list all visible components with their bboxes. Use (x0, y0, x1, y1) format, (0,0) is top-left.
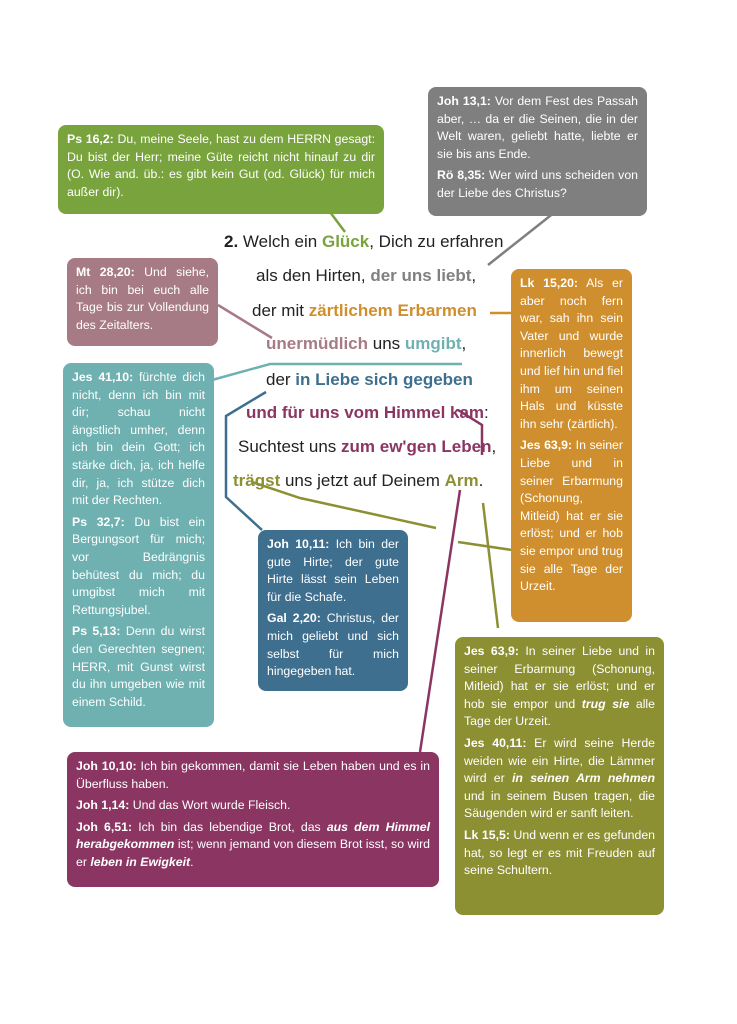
lk15-box (511, 269, 632, 622)
gal2-paragraph (267, 610, 399, 680)
poem-traegst: trägst (233, 471, 281, 490)
jes40-text-b: und in seinem Busen tragen, die Säugenden wird er sanft leiten. (464, 788, 655, 821)
poem-l7-a: Suchtest uns (238, 437, 342, 456)
poem-l2-a: als den Hirten, (256, 266, 371, 285)
connector-jes63-bottom (458, 542, 512, 550)
poem-line-5 (266, 370, 473, 390)
ps16-box (58, 125, 384, 214)
jes40-paragraph (464, 735, 655, 823)
lk15-5-ref: Lk 15,5: (464, 827, 510, 842)
poem-line-4 (266, 334, 466, 354)
joh10-10-box (67, 752, 439, 887)
mt28-ref: Mt 28,20: (76, 265, 135, 279)
jes63-text-a: In seiner Liebe und in seiner Erbarmung (Schonung, Mitleid) hat er sie erlöst; und er hob sie empor und (464, 644, 655, 711)
joh6-paragraph (76, 819, 430, 872)
lk15-ref: Lk 15,20: (520, 276, 579, 290)
ps16-text: Du, meine Seele, hast zu dem HERRN gesagt: Du bist der Herr; meine Güte reicht nicht hinauf zu dir (O. Wie and. üb.: es gibt kein Gut (od. Glück) für mich außer dir). (67, 132, 375, 199)
poem-arm: Arm (444, 471, 479, 490)
poem-umgibt: umgibt (404, 334, 462, 353)
jes41-ref: Jes 41,10: (72, 370, 134, 384)
jes63-orange-paragraph (520, 437, 623, 595)
poem-l7-b: , (491, 437, 497, 456)
poem-line-2 (256, 266, 476, 286)
poem-l8-b: . (478, 471, 484, 490)
jes63-text-b: alle Tage der Urzeit. (464, 696, 655, 729)
mt28-text: Und siehe, ich bin bei euch alle Tage bis zur Vollendung des Zeitalters. (76, 265, 209, 332)
joh10-10-text: Ich bin gekommen, damit sie Leben haben und es in Überfluss haben. (76, 759, 430, 791)
poem-l5-a: der (266, 370, 296, 389)
poem-line-7 (238, 437, 496, 457)
joh6-em-b: leben in Ewigkeit (90, 854, 191, 869)
jes41-paragraph (72, 369, 205, 510)
gal2-ref: Gal 2,20: (267, 611, 321, 626)
jes63-paragraph (464, 643, 655, 731)
mt28-box (67, 258, 218, 346)
joh1-text: Und das Wort wurde Fleisch. (129, 798, 291, 813)
ps5-paragraph (72, 623, 205, 711)
mt28-paragraph (76, 264, 209, 334)
ps16-ref: Ps 16,2: (67, 132, 114, 146)
joh13-ref: Joh 13,1: (437, 94, 491, 108)
poem-line-8 (233, 471, 483, 491)
poem-zaertlich: zärtlichem Erbarmen (308, 301, 477, 320)
ps32-paragraph (72, 514, 205, 620)
poem-line-3 (252, 301, 477, 321)
ps32-text: Du bist ein Bergungsort für mich; vor Bedrängnis behütest du mich; du umgibst mich mit Rettungsjubel. (72, 514, 205, 617)
joh10-10-paragraph (76, 758, 430, 793)
roe8-text: Wer wird uns scheiden von der Liebe des Christus? (437, 168, 638, 200)
poem-ewiges-leben: zum ew'gen Leben (341, 437, 492, 456)
joh13-box (428, 87, 647, 216)
joh6-ref: Joh 6,51: (76, 819, 133, 834)
ps16-paragraph (67, 131, 375, 201)
jes63-box (455, 637, 664, 915)
jes63-orange-text: In seiner Liebe und in seiner Erbarmung (Schonung, Mitleid) hat er sie erlöst; und er hob sie empor und trug sie alle Tage der Urzeit. (520, 438, 623, 594)
poem-glueck: Glück (321, 232, 370, 251)
joh10-11-text: Ich bin der gute Hirte; der gute Hirte lässt sein Leben für die Schafe. (267, 537, 399, 604)
joh1-ref: Joh 1,14: (76, 798, 130, 813)
poem-l1-b: , Dich zu erfahren (369, 232, 504, 251)
roe8-ref: Rö 8,35: (437, 168, 486, 183)
jes63-em: trug sie (581, 696, 630, 711)
connector-joh10-10 (420, 490, 460, 752)
poem-liebt: der uns liebt (370, 266, 472, 285)
poem-himmel: und für uns vom Himmel kam (246, 403, 485, 422)
jes40-text-a: Er wird seine Herde weiden wie ein Hirte, die Lämmer wird er (464, 735, 655, 786)
poem-liebe-gegeben: in Liebe sich gegeben (295, 370, 473, 389)
lk15-5-paragraph (464, 827, 655, 880)
poem-l6-b: : (484, 403, 489, 422)
stanza-number: 2. (224, 232, 239, 251)
joh6-text-c: . (190, 854, 194, 869)
jes40-em: in seinen Arm nehmen (512, 771, 655, 786)
poem-l4-a: uns (368, 334, 405, 353)
gal2-text: Christus, der mich geliebt und sich selbst für mich hingegeben hat. (267, 611, 400, 679)
joh10-10-ref: Joh 10,10: (76, 759, 137, 773)
jes41-box (63, 363, 214, 727)
poem-l3-a: der mit (252, 301, 309, 320)
joh10-11-box (258, 530, 408, 691)
joh10-11-ref: Joh 10,11: (267, 537, 330, 551)
connector-ps16 (330, 212, 345, 232)
joh6-em: aus dem Himmel herabgekommen (76, 819, 431, 852)
poem-l2-b: , (471, 266, 477, 285)
jes40-ref: Jes 40,11: (464, 735, 527, 750)
connector-arm (483, 503, 498, 628)
ps5-text: Denn du wirst den Gerechten segnen; HERR, mit Gunst wirst du ihn umgeben wie mit einem Schild. (72, 624, 205, 709)
joh10-11-paragraph (267, 536, 399, 606)
joh6-text-a: Ich bin das lebendige Brot, das (132, 819, 327, 834)
jes63-orange-ref: Jes 63,9: (520, 438, 573, 453)
joh1-paragraph (76, 797, 430, 815)
poem-l8-a: uns jetzt auf Deinem (280, 471, 445, 490)
ps5-ref: Ps 5,13: (72, 624, 121, 639)
lk15-text: Als er aber noch fern war, sah ihn sein Vater und wurde innerlich bewegt und lief hin und fiel ihm um seinen Hals und küsste ihn sehr (zärtlich). (520, 276, 623, 431)
lk15-paragraph (520, 275, 623, 433)
joh13-paragraph (437, 93, 638, 163)
poem-l4-b: , (461, 334, 467, 353)
joh13-text: Vor dem Fest des Passah aber, … da er die Seinen, die in der Welt waren, geliebt hatte, liebte er sie bis ans Ende. (437, 94, 638, 161)
poem-l1-a: Welch ein (238, 232, 322, 251)
ps32-ref: Ps 32,7: (72, 514, 125, 529)
joh6-text-b: ist; wenn jemand von diesem Brot isst, so wird er (76, 837, 431, 869)
roe8-paragraph (437, 167, 638, 202)
jes41-text: fürchte dich nicht, denn ich bin mit dir; schau nicht ängstlich umher, denn ich bin dein Gott; ich stärke dich, ja, ich helfe dir, ja, ich stütze dich mit der Rechten. (72, 370, 205, 508)
poem-line-6 (246, 403, 489, 423)
poem-unermuedlich: unermüdlich (266, 334, 369, 353)
jes63-ref: Jes 63,9: (464, 644, 519, 658)
poem-line-1 (224, 232, 503, 252)
lk15-5-text: Und wenn er es gefunden hat, so legt er es mit Freuden auf seine Schultern. (464, 827, 656, 878)
